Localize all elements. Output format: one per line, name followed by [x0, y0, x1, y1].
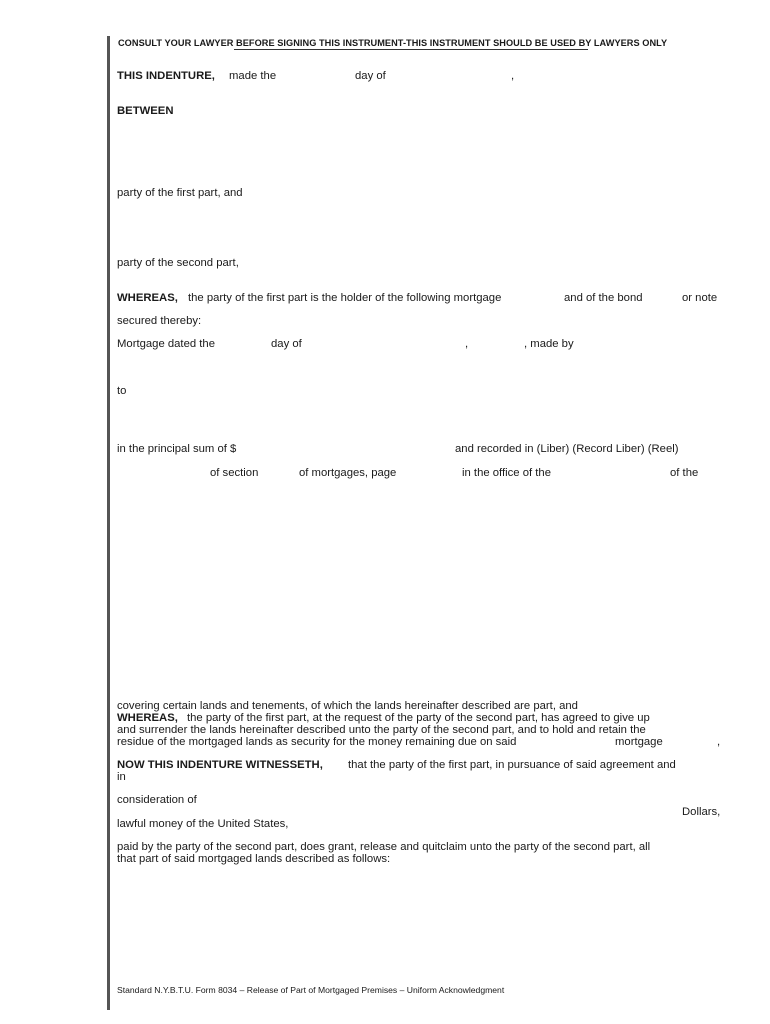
indenture-day-of: day of — [355, 70, 386, 82]
whereas1-note: or note — [682, 292, 718, 304]
first-party-label: party of the first part, and — [117, 187, 243, 199]
dollars-label: Dollars, — [682, 806, 721, 818]
to-label: to — [117, 385, 127, 397]
covering-text: covering certain lands and tenements, of which the lands hereinafter described are part, and — [117, 700, 578, 712]
indenture-comma: , — [511, 70, 515, 82]
office-of-the: in the office of the — [462, 467, 551, 479]
between-heading: BETWEEN — [117, 105, 174, 117]
whereas2-line2: and surrender the lands hereinafter described unto the party of the second part, and to hold and retain the — [117, 724, 646, 736]
of-mortgages-page: of mortgages, page — [299, 467, 397, 479]
principal-recorded: and recorded in (Liber) (Record Liber) (Reel) — [455, 443, 679, 455]
whereas1-secured: secured thereby: — [117, 315, 202, 327]
mortgage-comma: , — [465, 338, 469, 350]
paid-line1: paid by the party of the second part, does grant, release and quitclaim unto the party of the second part, all — [117, 841, 651, 853]
witnesseth-cont: in — [117, 771, 126, 783]
whereas1-bond: and of the bond — [564, 292, 643, 304]
mortgage-day-of: day of — [271, 338, 302, 350]
whereas2-line1: the party of the first part, at the request of the party of the second part, has agreed to give up — [187, 712, 650, 724]
principal-sum: in the principal sum of $ — [117, 443, 237, 455]
indenture-made-the: made the — [229, 70, 277, 82]
mortgage-made-by: , made by — [524, 338, 574, 350]
of-the-county: of the — [670, 467, 699, 479]
mortgage-dated: Mortgage dated the — [117, 338, 215, 350]
whereas1-text: the party of the first part is the holder of the following mortgage — [188, 292, 502, 304]
second-party-label: party of the second part, — [117, 257, 239, 269]
whereas2-lead: WHEREAS, — [117, 712, 178, 724]
witnesseth-text: that the party of the first part, in pursuance of said agreement and — [348, 759, 676, 771]
consideration-of: consideration of — [117, 794, 197, 806]
whereas1-lead: WHEREAS, — [117, 292, 178, 304]
form-footer: Standard N.Y.B.T.U. Form 8034 – Release of Part of Mortgaged Premises – Uniform Acknowledgment — [117, 985, 505, 995]
whereas2-line3: residue of the mortgaged lands as security for the money remaining due on said — [117, 736, 517, 748]
paid-line2: that part of said mortgaged lands described as follows: — [117, 853, 391, 865]
of-section: of section — [210, 467, 259, 479]
indenture-lead: THIS INDENTURE, — [117, 70, 215, 82]
whereas2-mortgage: mortgage — [615, 736, 663, 748]
header-underline — [234, 49, 588, 50]
lawyer-notice: CONSULT YOUR LAWYER BEFORE SIGNING THIS INSTRUMENT-THIS INSTRUMENT SHOULD BE USED BY LAWYERS ONLY — [118, 38, 668, 48]
left-margin-bar — [107, 36, 110, 1010]
whereas2-comma: , — [717, 736, 721, 748]
witnesseth-lead: NOW THIS INDENTURE WITNESSETH, — [117, 759, 323, 771]
lawful-money: lawful money of the United States, — [117, 818, 289, 830]
